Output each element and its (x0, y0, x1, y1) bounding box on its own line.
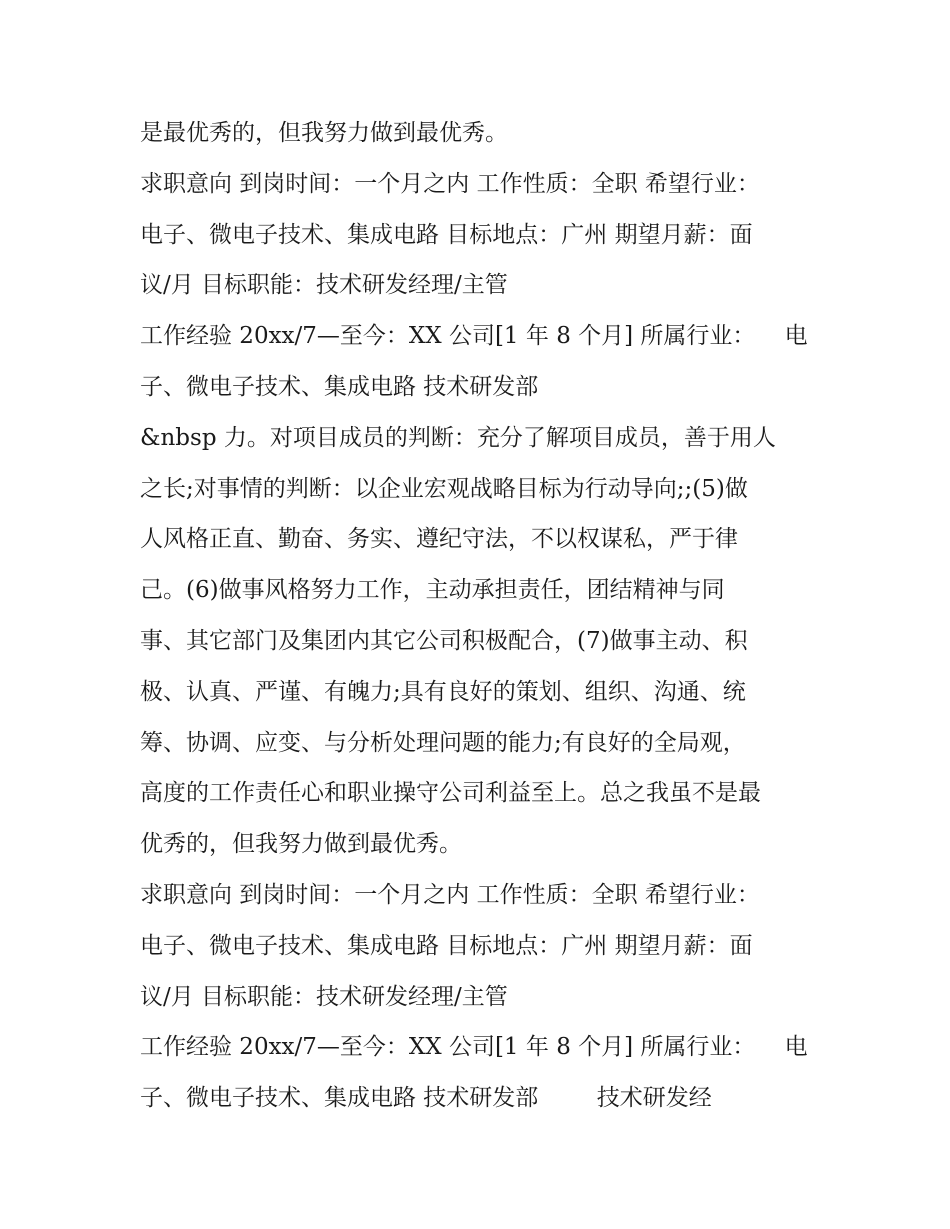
text-line: 优秀的，但我努力做到最优秀。 (140, 831, 462, 858)
text-line: 子、微电子技术、集成电路 技术研发部 技术研发经 (140, 1085, 712, 1112)
text-line: 高度的工作责任心和职业操守公司利益至上。总之我虽不是最 (140, 780, 761, 807)
text-line: 人风格正直、勤奋、务实、遵纪守法，不以权谋私，严于律 (140, 526, 738, 553)
text-line: 是最优秀的，但我努力做到最优秀。 (140, 120, 508, 146)
text-line: 极、认真、严谨、有魄力;具有良好的策划、组织、沟通、统 (140, 678, 746, 705)
text-line: 议/月 目标职能：技术研发经理/主管 (140, 983, 508, 1010)
text-line: 事、其它部门及集团内其它公司积极配合，(7)做事主动、积 (140, 627, 748, 654)
text-line: 己。(6)做事风格努力工作，主动承担责任，团结精神与同 (140, 577, 725, 604)
text-line: 电子、微电子技术、集成电路 目标地点：广州 期望月薪：面 (140, 221, 753, 248)
text-line: 子、微电子技术、集成电路 技术研发部 (140, 373, 539, 400)
text-line: 电子、微电子技术、集成电路 目标地点：广州 期望月薪：面 (140, 932, 753, 959)
text-line: 求职意向 到岗时间：一个月之内 工作性质：全职 希望行业： (140, 170, 760, 197)
text-line: 之长;对事情的判断：以企业宏观战略目标为行动导向;;(5)做 (140, 475, 748, 502)
text-line: 筹、协调、应变、与分析处理问题的能力;有良好的全局观， (140, 729, 746, 756)
text-line: 议/月 目标职能：技术研发经理/主管 (140, 272, 508, 299)
text-line: 工作经验 20xx/7—至今：XX 公司[1 年 8 个月] 所属行业： 电 (140, 1034, 808, 1061)
text-line: 求职意向 到岗时间：一个月之内 工作性质：全职 希望行业： (140, 881, 760, 908)
document-body (140, 108, 820, 1124)
text-line: 工作经验 20xx/7—至今：XX 公司[1 年 8 个月] 所属行业： 电 (140, 323, 808, 350)
text-line: &nbsp 力。对项目成员的判断：充分了解项目成员，善于用人 (140, 424, 776, 451)
